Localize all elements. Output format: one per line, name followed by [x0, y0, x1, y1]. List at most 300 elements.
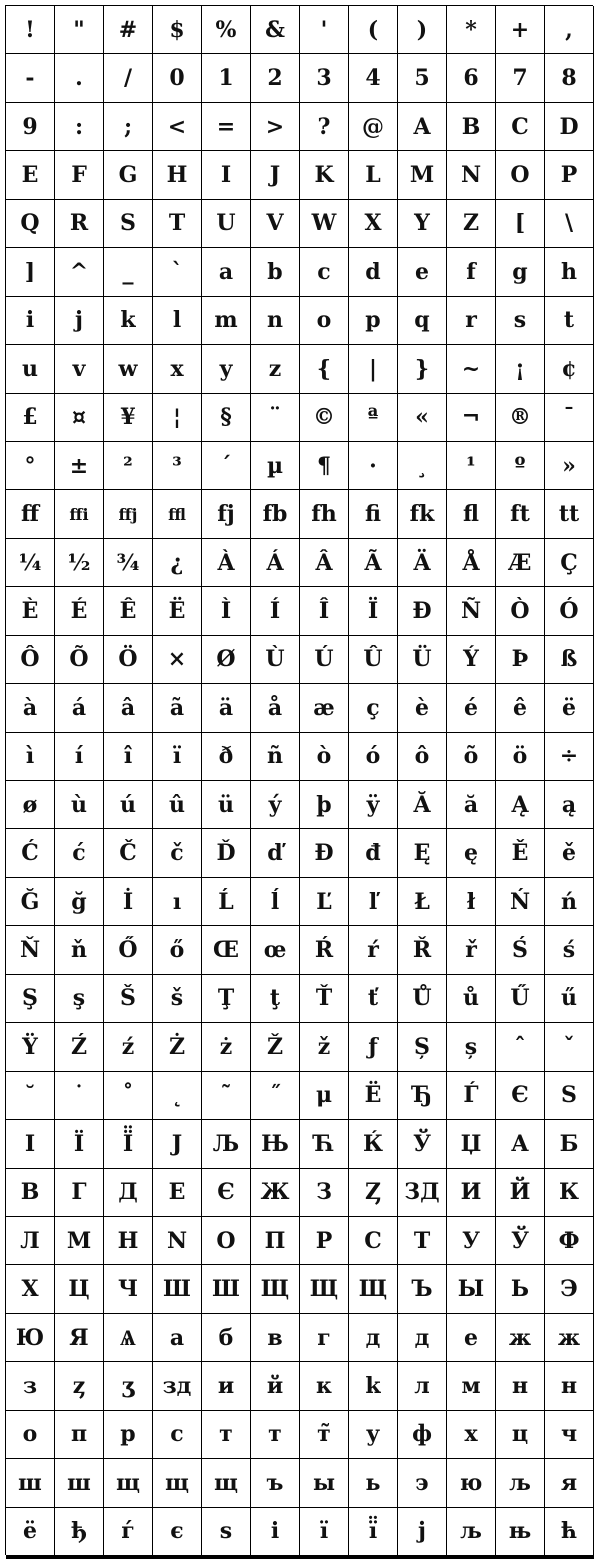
glyph-cell: 5: [398, 54, 447, 102]
glyph-cell: [398, 1558, 447, 1559]
glyph-cell: Č: [104, 829, 153, 877]
glyph-cell: é: [447, 684, 496, 732]
glyph-cell: $: [153, 6, 202, 54]
glyph-cell: p: [349, 297, 398, 345]
glyph-cell: В: [6, 1169, 55, 1217]
glyph-cell: д: [349, 1314, 398, 1362]
glyph-cell: ì: [6, 733, 55, 781]
glyph-cell: Ŕ: [300, 926, 349, 974]
glyph-cell: <: [153, 103, 202, 151]
glyph-cell: р: [104, 1411, 153, 1459]
glyph-cell: ft: [496, 490, 545, 538]
glyph-cell: Q: [6, 200, 55, 248]
glyph-cell: с: [153, 1411, 202, 1459]
glyph-cell: и: [202, 1362, 251, 1410]
glyph-cell: ¬: [447, 394, 496, 442]
glyph-cell: Ğ: [6, 878, 55, 926]
glyph-cell: tt: [545, 490, 594, 538]
glyph-cell: Þ: [496, 636, 545, 684]
glyph-cell: j: [55, 297, 104, 345]
glyph-cell: g: [496, 248, 545, 296]
glyph-cell: Ю: [6, 1314, 55, 1362]
glyph-cell: е: [447, 1314, 496, 1362]
glyph-cell: G: [104, 151, 153, 199]
glyph-cell: k: [104, 297, 153, 345]
glyph-cell: [545, 1558, 594, 1559]
glyph-cell: о: [6, 1411, 55, 1459]
glyph-cell: т: [202, 1411, 251, 1459]
glyph-cell: ğ: [55, 878, 104, 926]
glyph-cell: ®: [496, 394, 545, 442]
glyph-cell: Є: [202, 1169, 251, 1217]
glyph-cell: ı: [153, 878, 202, 926]
glyph-cell: å: [251, 684, 300, 732]
glyph-cell: ffi: [55, 490, 104, 538]
glyph-cell: зд: [153, 1362, 202, 1410]
glyph-cell: H: [153, 151, 202, 199]
glyph-cell: т: [251, 1411, 300, 1459]
glyph-cell: Ĺ: [202, 878, 251, 926]
glyph-cell: Щ: [349, 1265, 398, 1313]
glyph-cell: [251, 1558, 300, 1559]
glyph-cell: «: [398, 394, 447, 442]
glyph-cell: Я: [55, 1314, 104, 1362]
glyph-cell: Џ: [447, 1120, 496, 1168]
glyph-cell: 4: [349, 54, 398, 102]
glyph-cell: ă: [447, 781, 496, 829]
glyph-cell: Ї̈: [104, 1120, 153, 1168]
glyph-cell: Ň: [6, 926, 55, 974]
glyph-cell: đ: [349, 829, 398, 877]
glyph-cell: Ź: [55, 1023, 104, 1071]
glyph-cell: [447, 1558, 496, 1559]
glyph-cell: Ѓ: [447, 1072, 496, 1120]
glyph-cell: Z: [447, 200, 496, 248]
glyph-cell: ý: [251, 781, 300, 829]
glyph-cell: ь: [349, 1459, 398, 1507]
glyph-cell: А: [496, 1120, 545, 1168]
glyph-cell: н: [545, 1362, 594, 1410]
glyph-cell: Ţ: [202, 975, 251, 1023]
glyph-cell: щ: [202, 1459, 251, 1507]
glyph-cell: ц: [496, 1411, 545, 1459]
glyph-cell: I: [202, 151, 251, 199]
glyph-cell: C: [496, 103, 545, 151]
glyph-cell: ъ: [251, 1459, 300, 1507]
glyph-cell: b: [251, 248, 300, 296]
glyph-cell: É: [55, 587, 104, 635]
glyph-cell: ö: [496, 733, 545, 781]
glyph-cell: ĺ: [251, 878, 300, 926]
glyph-cell: њ: [496, 1508, 545, 1556]
glyph-cell: [55, 1558, 104, 1559]
glyph-cell: è: [398, 684, 447, 732]
glyph-cell: [349, 1558, 398, 1559]
glyph-cell: Б: [545, 1120, 594, 1168]
glyph-cell: ˘: [6, 1072, 55, 1120]
glyph-cell: ~: [447, 345, 496, 393]
glyph-cell: ф: [398, 1411, 447, 1459]
glyph-cell: ô: [398, 733, 447, 781]
glyph-cell: Ç: [545, 539, 594, 587]
glyph-cell: ř: [447, 926, 496, 974]
glyph-cell: з: [6, 1362, 55, 1410]
glyph-cell: ë: [545, 684, 594, 732]
glyph-cell: Ž: [251, 1023, 300, 1071]
glyph-cell: ž: [300, 1023, 349, 1071]
glyph-cell: Х: [6, 1265, 55, 1313]
glyph-cell: Ë: [153, 587, 202, 635]
glyph-cell: ě: [545, 829, 594, 877]
glyph-cell: n: [251, 297, 300, 345]
glyph-cell: а: [153, 1314, 202, 1362]
glyph-cell: Ż: [153, 1023, 202, 1071]
glyph-cell: .: [55, 54, 104, 102]
glyph-cell: q: [398, 297, 447, 345]
glyph-cell: ћ: [545, 1508, 594, 1556]
glyph-cell: (: [349, 6, 398, 54]
glyph-cell: Ў: [496, 1217, 545, 1265]
glyph-cell: ś: [545, 926, 594, 974]
glyph-cell: t: [545, 297, 594, 345]
glyph-cell: ¦: [153, 394, 202, 442]
glyph-grid: [5, 5, 593, 1555]
glyph-cell: í: [55, 733, 104, 781]
glyph-cell: s: [496, 297, 545, 345]
glyph-cell: ő: [153, 926, 202, 974]
glyph-cell: Ж: [251, 1169, 300, 1217]
glyph-cell: ę: [447, 829, 496, 877]
glyph-cell: ¸: [398, 442, 447, 490]
glyph-cell: 8: [545, 54, 594, 102]
glyph-cell: ć: [55, 829, 104, 877]
glyph-cell: k: [349, 1362, 398, 1410]
glyph-cell: 9: [6, 103, 55, 151]
glyph-cell: ³: [153, 442, 202, 490]
glyph-cell: ¡: [496, 345, 545, 393]
glyph-cell: P: [545, 151, 594, 199]
glyph-cell: !: [6, 6, 55, 54]
glyph-cell: ť: [349, 975, 398, 1023]
glyph-cell: [6, 1558, 55, 1559]
glyph-cell: Õ: [55, 636, 104, 684]
glyph-cell: ы: [300, 1459, 349, 1507]
glyph-cell: Ø: [202, 636, 251, 684]
glyph-cell: ;: [104, 103, 153, 151]
glyph-cell: Ý: [447, 636, 496, 684]
glyph-cell: Л: [6, 1217, 55, 1265]
glyph-cell: Æ: [496, 539, 545, 587]
glyph-cell: б: [202, 1314, 251, 1362]
glyph-cell: Ú: [300, 636, 349, 684]
glyph-cell: Ő: [104, 926, 153, 974]
glyph-cell: 7: [496, 54, 545, 102]
glyph-cell: N: [447, 151, 496, 199]
glyph-cell: ×: [153, 636, 202, 684]
glyph-cell: я: [545, 1459, 594, 1507]
glyph-cell: [496, 1558, 545, 1559]
glyph-cell: S: [104, 200, 153, 248]
glyph-cell: ^: [55, 248, 104, 296]
glyph-cell: m: [202, 297, 251, 345]
glyph-cell: ˛: [153, 1072, 202, 1120]
glyph-cell: ż: [202, 1023, 251, 1071]
glyph-cell: Ű: [496, 975, 545, 1023]
glyph-cell: µ: [251, 442, 300, 490]
glyph-cell: ʒ: [104, 1362, 153, 1410]
glyph-cell: -: [6, 54, 55, 102]
glyph-cell: ,: [545, 6, 594, 54]
glyph-cell: Ť: [300, 975, 349, 1023]
glyph-cell: fh: [300, 490, 349, 538]
glyph-cell: fb: [251, 490, 300, 538]
glyph-cell: N: [153, 1217, 202, 1265]
glyph-cell: f: [447, 248, 496, 296]
glyph-cell: æ: [300, 684, 349, 732]
glyph-cell: *: [447, 6, 496, 54]
glyph-cell: Ě: [496, 829, 545, 877]
glyph-cell: ffl: [153, 490, 202, 538]
glyph-cell: ff: [6, 490, 55, 538]
glyph-cell: 2: [251, 54, 300, 102]
glyph-cell: ?: [300, 103, 349, 151]
glyph-cell: °: [6, 442, 55, 490]
glyph-cell: Œ: [202, 926, 251, 974]
glyph-cell: ]: [6, 248, 55, 296]
glyph-cell: є: [153, 1508, 202, 1556]
glyph-cell: î: [104, 733, 153, 781]
glyph-cell: ű: [545, 975, 594, 1023]
glyph-cell: ш: [6, 1459, 55, 1507]
glyph-cell: љ: [447, 1508, 496, 1556]
glyph-cell: Щ: [251, 1265, 300, 1313]
glyph-cell: Ѧ: [104, 1314, 153, 1362]
glyph-cell: ¾: [104, 539, 153, 587]
glyph-cell: ЗД: [398, 1169, 447, 1217]
glyph-cell: щ: [153, 1459, 202, 1507]
glyph-cell: â: [104, 684, 153, 732]
glyph-cell: Y: [398, 200, 447, 248]
glyph-cell: a: [202, 248, 251, 296]
glyph-cell: ð: [202, 733, 251, 781]
glyph-cell: ó: [349, 733, 398, 781]
glyph-cell: п: [55, 1411, 104, 1459]
glyph-cell: ą: [545, 781, 594, 829]
glyph-cell: {: [300, 345, 349, 393]
glyph-cell: ç: [349, 684, 398, 732]
glyph-cell: |: [349, 345, 398, 393]
glyph-cell: u: [6, 345, 55, 393]
glyph-cell: v: [55, 345, 104, 393]
glyph-cell: À: [202, 539, 251, 587]
glyph-cell: fi: [349, 490, 398, 538]
glyph-cell: »: [545, 442, 594, 490]
glyph-cell: ș: [447, 1023, 496, 1071]
glyph-cell: K: [300, 151, 349, 199]
glyph-cell: i: [6, 297, 55, 345]
glyph-cell: Ќ: [349, 1120, 398, 1168]
glyph-cell: ã: [153, 684, 202, 732]
glyph-cell: ł: [447, 878, 496, 926]
glyph-cell: E: [6, 151, 55, 199]
glyph-cell: ї: [300, 1508, 349, 1556]
glyph-cell: х: [447, 1411, 496, 1459]
glyph-cell: μ: [300, 1072, 349, 1120]
glyph-cell: W: [300, 200, 349, 248]
glyph-cell: Ы: [447, 1265, 496, 1313]
glyph-cell: ß: [545, 636, 594, 684]
glyph-cell: н: [496, 1362, 545, 1410]
glyph-cell: fk: [398, 490, 447, 538]
glyph-cell: ä: [202, 684, 251, 732]
glyph-cell: X: [349, 200, 398, 248]
glyph-cell: ч: [545, 1411, 594, 1459]
glyph-cell: ª: [349, 394, 398, 442]
glyph-cell: Ш: [153, 1265, 202, 1313]
glyph-cell: =: [202, 103, 251, 151]
glyph-cell: Е: [153, 1169, 202, 1217]
glyph-cell: ´: [202, 442, 251, 490]
glyph-cell: 1: [202, 54, 251, 102]
glyph-cell: І: [6, 1120, 55, 1168]
glyph-cell: Ï: [349, 587, 398, 635]
glyph-cell: Љ: [202, 1120, 251, 1168]
glyph-cell: Р: [300, 1217, 349, 1265]
glyph-cell: ²: [104, 442, 153, 490]
glyph-cell: у: [349, 1411, 398, 1459]
glyph-cell: ˝: [251, 1072, 300, 1120]
glyph-cell: г: [300, 1314, 349, 1362]
glyph-cell: Ś: [496, 926, 545, 974]
glyph-cell: Ò: [496, 587, 545, 635]
glyph-cell: ƒ: [349, 1023, 398, 1071]
glyph-cell: д: [398, 1314, 447, 1362]
glyph-cell: Э: [545, 1265, 594, 1313]
glyph-cell: c: [300, 248, 349, 296]
glyph-cell: ˙: [55, 1072, 104, 1120]
glyph-cell: Û: [349, 636, 398, 684]
glyph-cell: [300, 1558, 349, 1559]
glyph-cell: т̃: [300, 1411, 349, 1459]
glyph-cell: Ÿ: [6, 1023, 55, 1071]
glyph-cell: в: [251, 1314, 300, 1362]
glyph-cell: r: [447, 297, 496, 345]
glyph-cell: Ă: [398, 781, 447, 829]
glyph-cell: ü: [202, 781, 251, 829]
glyph-cell: ffj: [104, 490, 153, 538]
glyph-cell: ¢: [545, 345, 594, 393]
glyph-cell: Ê: [104, 587, 153, 635]
glyph-cell: ˜: [202, 1072, 251, 1120]
glyph-cell: y: [202, 345, 251, 393]
glyph-cell: [153, 1558, 202, 1559]
glyph-cell: ): [398, 6, 447, 54]
glyph-cell: [202, 1558, 251, 1559]
glyph-cell: М: [55, 1217, 104, 1265]
glyph-cell: £: [6, 394, 55, 442]
glyph-cell: ђ: [55, 1508, 104, 1556]
glyph-cell: Ô: [6, 636, 55, 684]
glyph-cell: z: [251, 345, 300, 393]
glyph-cell: ń: [545, 878, 594, 926]
glyph-cell: R: [55, 200, 104, 248]
glyph-cell: B: [447, 103, 496, 151]
glyph-cell: û: [153, 781, 202, 829]
glyph-cell: d: [349, 248, 398, 296]
glyph-cell: ï: [153, 733, 202, 781]
glyph-cell: ź: [104, 1023, 153, 1071]
glyph-cell: ȥ: [55, 1362, 104, 1410]
glyph-cell: К: [545, 1169, 594, 1217]
glyph-cell: Ö: [104, 636, 153, 684]
glyph-cell: }: [398, 345, 447, 393]
glyph-cell: à: [6, 684, 55, 732]
glyph-cell: Ó: [545, 587, 594, 635]
glyph-cell: Ў: [398, 1120, 447, 1168]
glyph-cell: Ш: [202, 1265, 251, 1313]
glyph-cell: Ľ: [300, 878, 349, 926]
glyph-cell: ľ: [349, 878, 398, 926]
glyph-cell: &: [251, 6, 300, 54]
glyph-cell: Њ: [251, 1120, 300, 1168]
glyph-cell: á: [55, 684, 104, 732]
glyph-cell: ±: [55, 442, 104, 490]
glyph-cell: l: [153, 297, 202, 345]
glyph-cell: D: [545, 103, 594, 151]
glyph-cell: 6: [447, 54, 496, 102]
glyph-cell: і: [251, 1508, 300, 1556]
glyph-cell: Ч: [104, 1265, 153, 1313]
glyph-cell: ю: [447, 1459, 496, 1507]
glyph-cell: Ь: [496, 1265, 545, 1313]
glyph-cell: č: [153, 829, 202, 877]
glyph-cell: ѕ: [202, 1508, 251, 1556]
glyph-cell: >: [251, 103, 300, 151]
glyph-cell: [104, 1558, 153, 1559]
glyph-cell: ê: [496, 684, 545, 732]
glyph-cell: Г: [55, 1169, 104, 1217]
glyph-cell: Ђ: [398, 1072, 447, 1120]
glyph-cell: Ą: [496, 781, 545, 829]
glyph-cell: š: [153, 975, 202, 1023]
glyph-cell: Ş: [6, 975, 55, 1023]
glyph-cell: Ș: [398, 1023, 447, 1071]
glyph-cell: љ: [496, 1459, 545, 1507]
glyph-cell: @: [349, 103, 398, 151]
glyph-cell: ş: [55, 975, 104, 1023]
glyph-cell: :: [55, 103, 104, 151]
glyph-cell: ú: [104, 781, 153, 829]
glyph-cell: щ: [104, 1459, 153, 1507]
glyph-cell: T: [153, 200, 202, 248]
glyph-cell: _: [104, 248, 153, 296]
glyph-cell: 0: [153, 54, 202, 102]
glyph-cell: ñ: [251, 733, 300, 781]
glyph-cell: 3: [300, 54, 349, 102]
glyph-cell: J: [251, 151, 300, 199]
glyph-cell: Ð: [398, 587, 447, 635]
glyph-cell: Щ: [300, 1265, 349, 1313]
glyph-cell: Đ: [300, 829, 349, 877]
glyph-cell: x: [153, 345, 202, 393]
glyph-cell: Й: [496, 1169, 545, 1217]
glyph-cell: ж: [496, 1314, 545, 1362]
glyph-cell: Д: [104, 1169, 153, 1217]
glyph-cell: И: [447, 1169, 496, 1217]
glyph-cell: [: [496, 200, 545, 248]
glyph-cell: #: [104, 6, 153, 54]
glyph-cell: Š: [104, 975, 153, 1023]
